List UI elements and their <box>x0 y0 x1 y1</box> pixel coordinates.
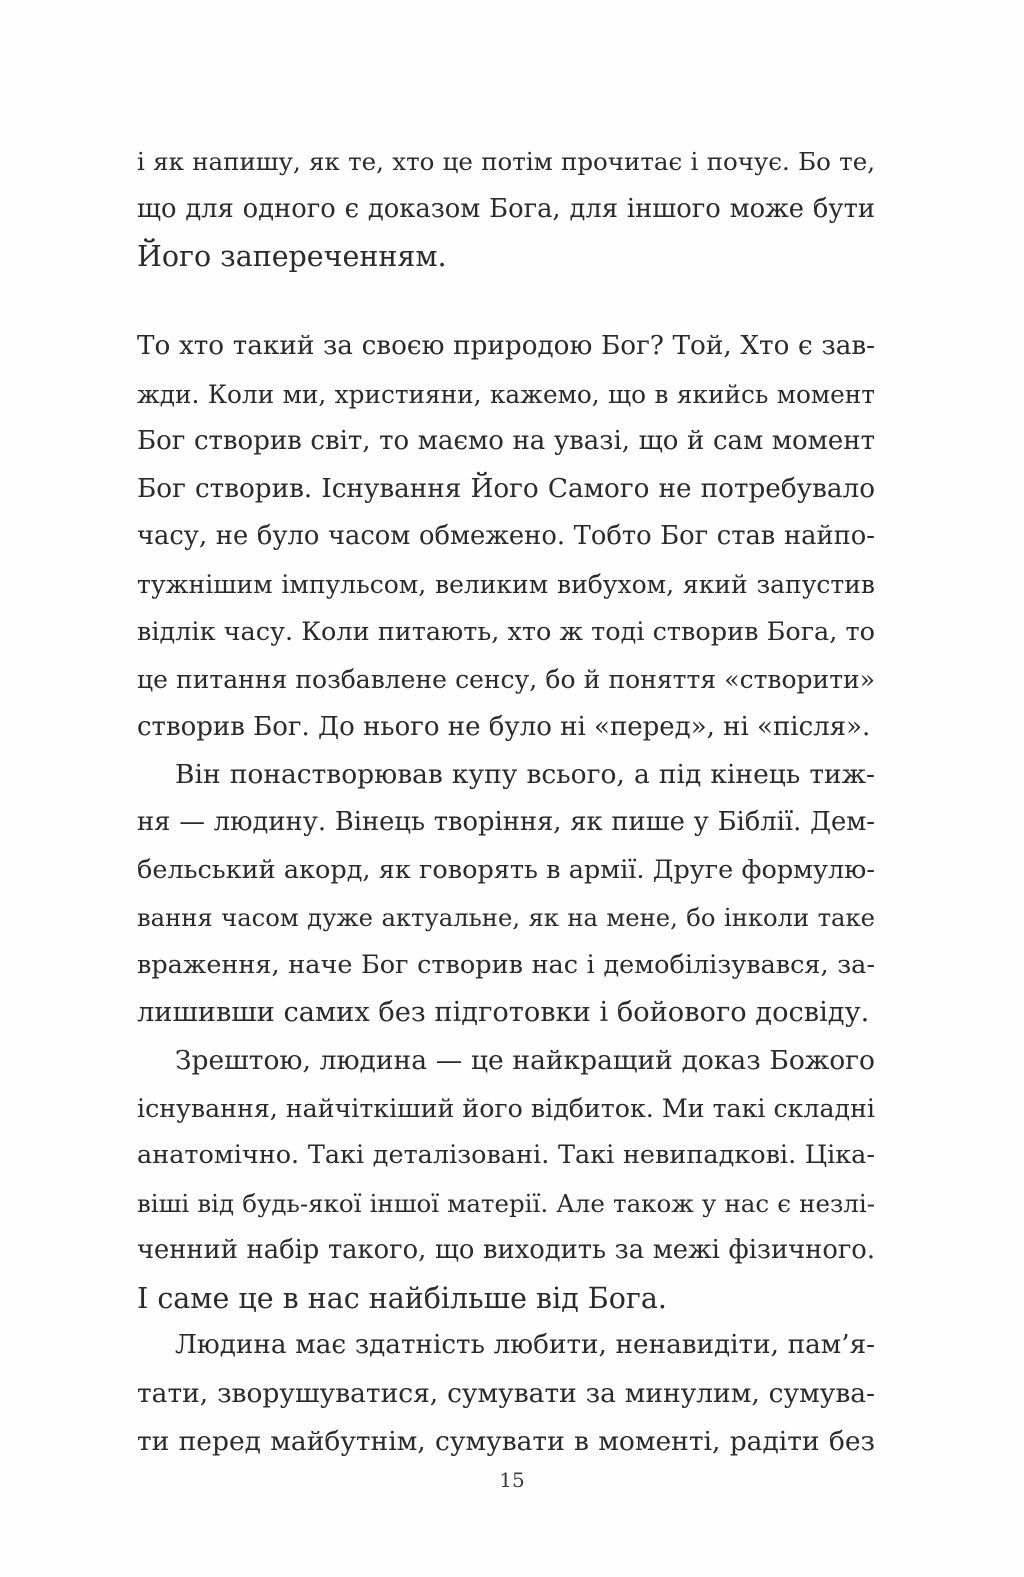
paragraph-continued <box>137 138 875 281</box>
text-line: бельський акорд, як говорять в армії. Друге формулю- <box>137 854 875 885</box>
text-line: Він понастворював купу всього, а під кінець тиж- <box>175 759 875 791</box>
text-line: тужнішим імпульсом, великим вибухом, який запустив <box>137 569 875 599</box>
text-line: тати, зворушуватися, сумувати за минулим, сумува- <box>137 1378 875 1410</box>
text-line: жди. Коли ми, християни, кажемо, що в якийсь момент <box>137 379 875 409</box>
text-line: і як напишу, як те, хто це потім прочитає і почує. Бо те, <box>137 147 875 176</box>
text-line: То хто такий за своєю природою Бог? Той, Хто є зав- <box>137 331 875 361</box>
text-line: вання часом дуже актуальне, як на мене, бо інколи таке <box>137 903 875 933</box>
text-column-main <box>137 323 875 1465</box>
paragraph <box>137 323 875 751</box>
text-line: Людина має здатність любити, ненавидіти, пам’я- <box>175 1330 875 1361</box>
text-line: ня — людину. Вінець творіння, як пише у Біблії. Дем- <box>137 806 875 837</box>
text-line: що для одного є доказом Бога, для іншого може бути <box>137 193 875 224</box>
text-line: Бог створив. Існування Його Самого не потребувало <box>137 473 875 504</box>
text-line: анатомічно. Такі деталізовані. Такі невипадкові. Ціка- <box>137 1140 875 1171</box>
text-line: це питання позбавлене сенсу, бо й поняття «створити» <box>137 665 875 695</box>
text-line: ти перед майбутнім, сумувати в моменті, радіти без <box>137 1425 875 1457</box>
text-line: часу, не було часом обмежено. Тобто Бог став найпо- <box>137 521 875 552</box>
text-line: враження, наче Бог створив нас і демобілізувався, за- <box>137 949 875 980</box>
text-line: Його запереченням. <box>137 240 447 274</box>
page-number: 15 <box>499 1468 525 1492</box>
text-line: Зрештою, людина — це найкращий доказ Божого <box>175 1044 875 1076</box>
paragraph <box>137 751 875 1037</box>
paragraph <box>137 1322 875 1465</box>
paragraph <box>137 1037 875 1323</box>
text-column-top <box>137 138 875 281</box>
text-line: Бог створив світ, то маємо на увазі, що й сам момент <box>137 426 875 457</box>
text-line: відлік часу. Коли питають, хто ж тоді створив Бога, то <box>137 616 875 647</box>
text-line: створив Бог. До нього не було ні «перед», ні «після». <box>137 711 871 742</box>
text-line: І саме це в нас найбільше від Бога. <box>137 1281 667 1315</box>
text-line: лишивши самих без підготовки і бойового досвіду. <box>137 997 870 1029</box>
text-line: існування, найчіткіший його відбиток. Ми такі складні <box>137 1093 875 1123</box>
text-line: ченний набір такого, що виходить за межі фізичного. <box>137 1235 875 1266</box>
text-line: віші від будь-якої іншої матерії. Але також у нас є незлі- <box>137 1188 875 1218</box>
